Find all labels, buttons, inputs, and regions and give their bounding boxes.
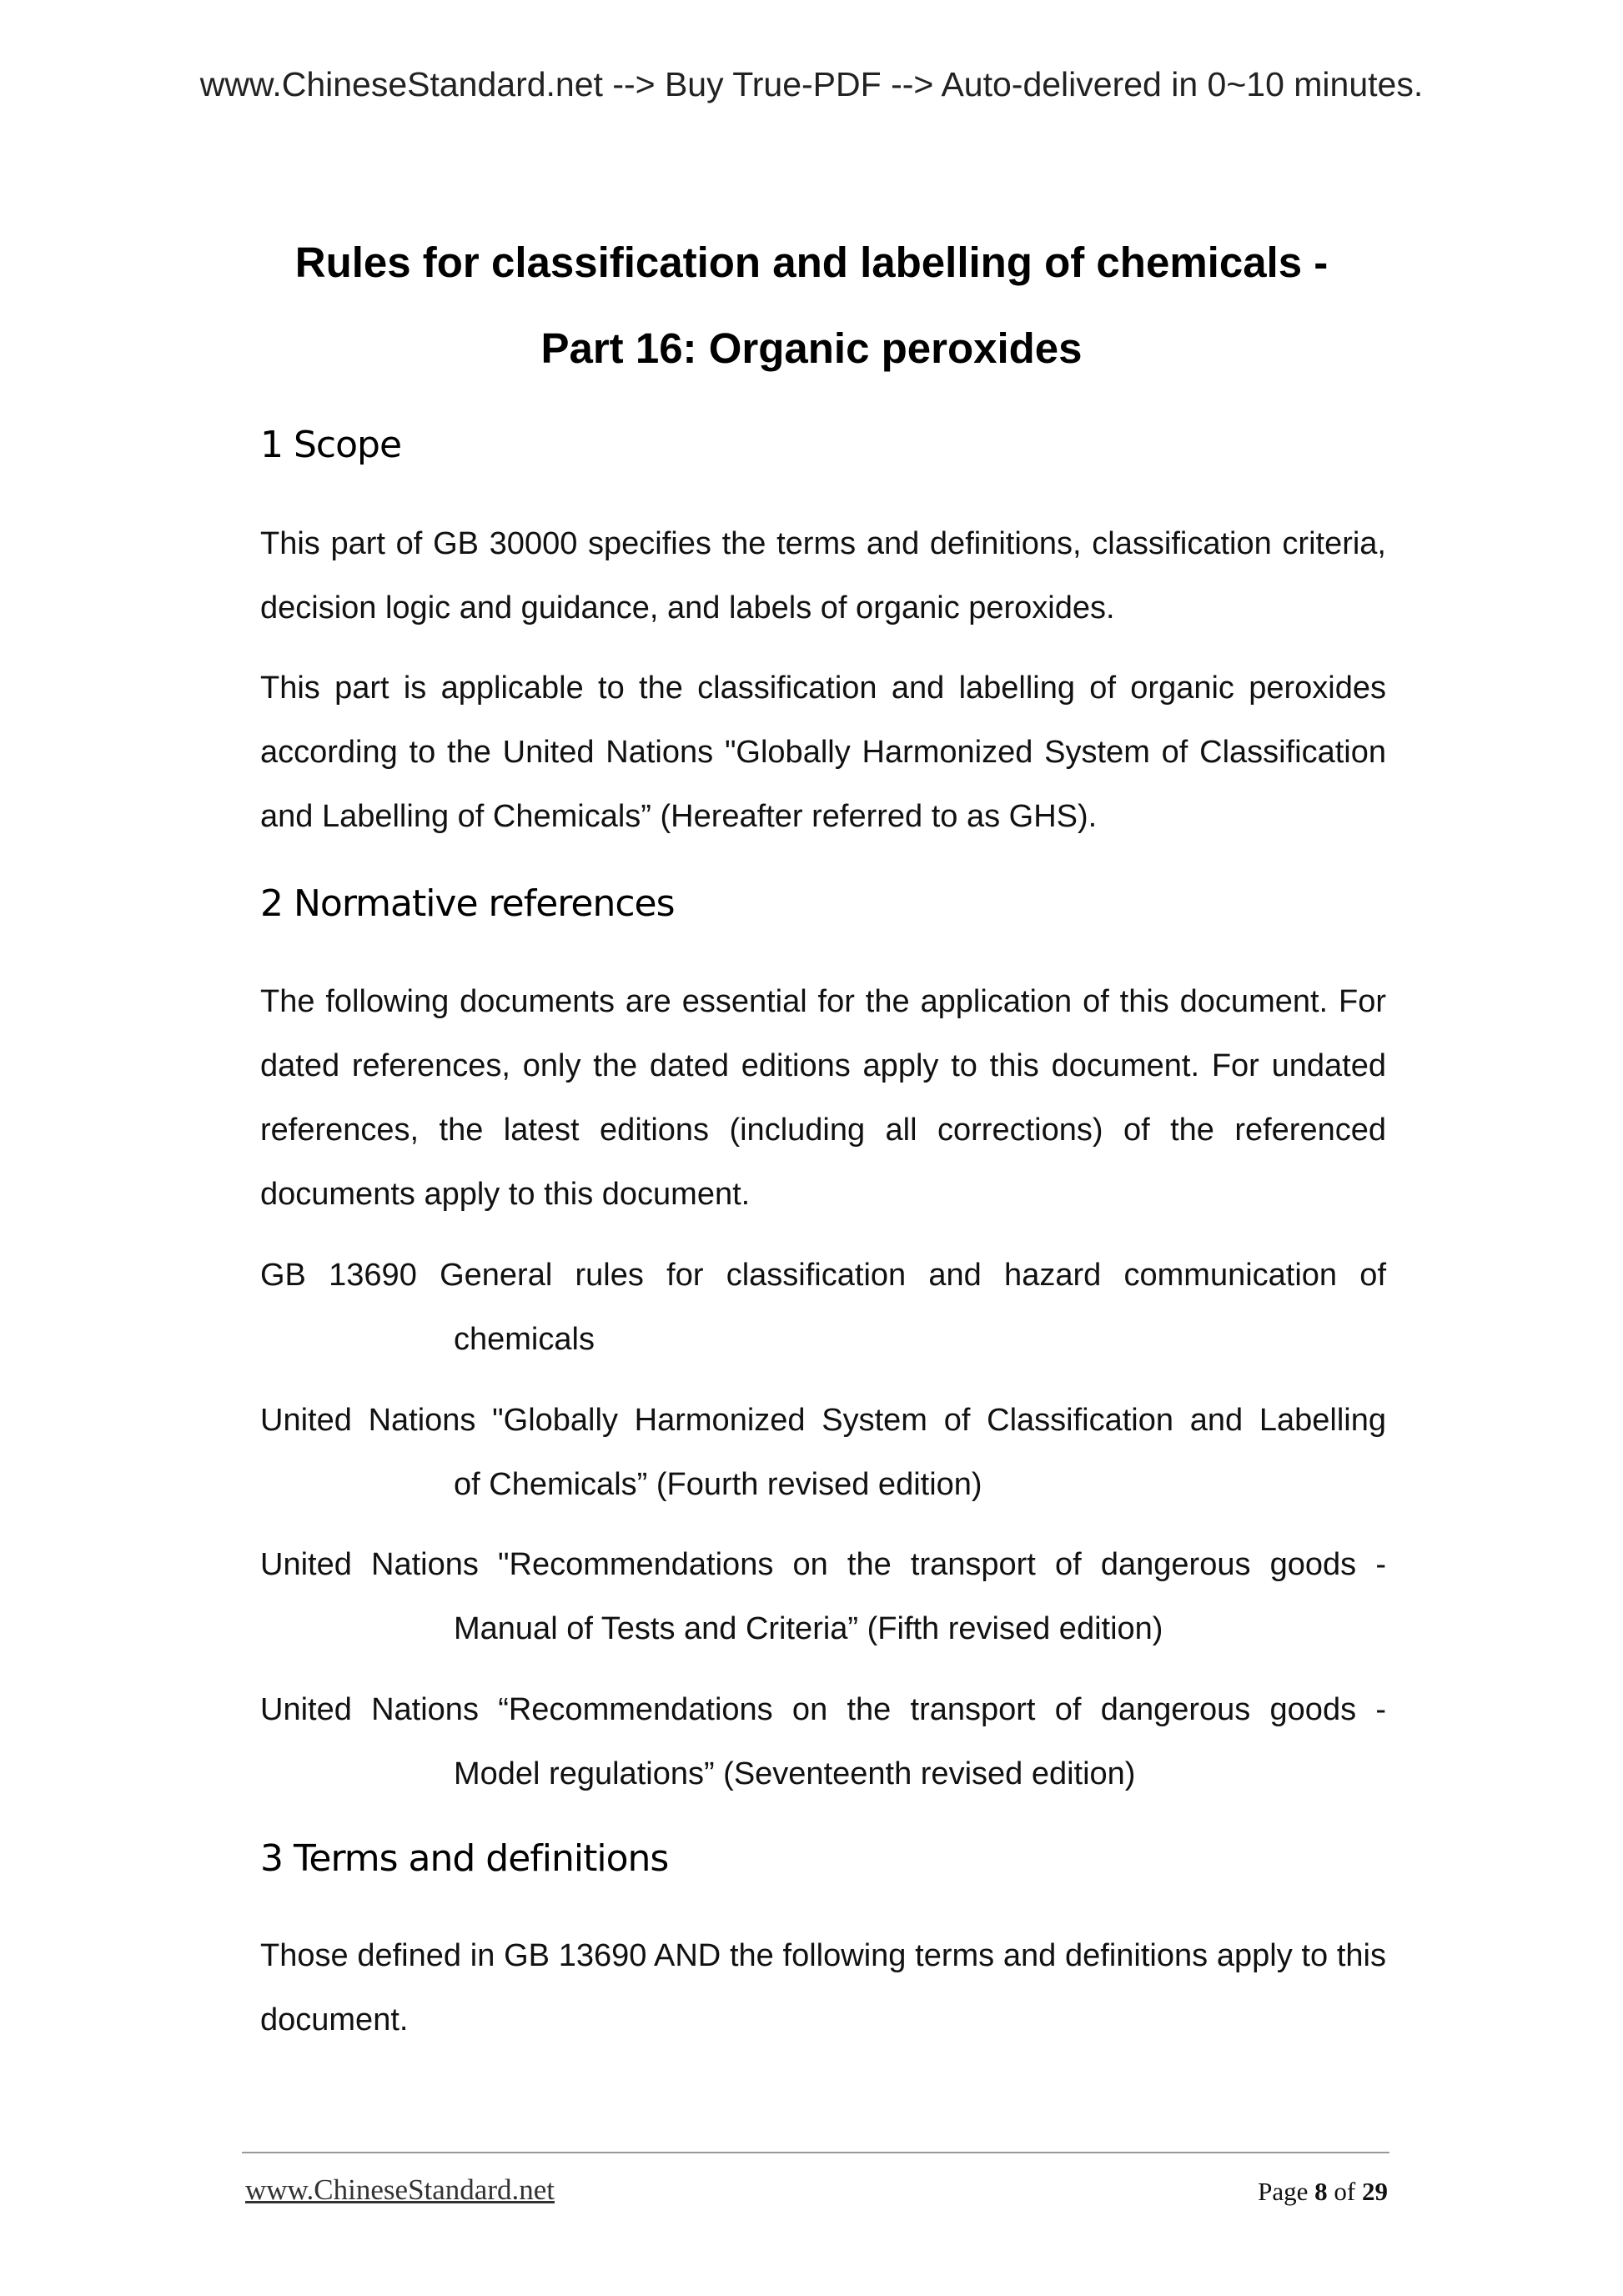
reference-un-manual-tests xyxy=(260,1533,1386,1661)
section-3-paragraph-1: Those defined in GB 13690 AND the following terms and definitions apply to this document. xyxy=(260,1938,1386,2037)
page-of: of xyxy=(1334,2177,1356,2206)
page-number xyxy=(1258,2177,1388,2207)
section-3-heading: 3 Terms and definitions xyxy=(260,1837,669,1880)
reference-continuation: of Chemicals” (Fourth revised edition) xyxy=(454,1467,982,1502)
section-1-paragraph-1: This part of GB 30000 specifies the terms and definitions, classification criteria, decision logic and guidance, and labels of organic peroxides. xyxy=(260,526,1386,625)
reference-continuation: Model regulations” (Seventeenth revised edition) xyxy=(454,1756,1136,1791)
reference-first-line: United Nations "Recommendations on the transport of dangerous goods - xyxy=(260,1547,1386,1582)
top-banner: www.ChineseStandard.net --> Buy True-PDF --> Auto-delivered in 0~10 minutes. xyxy=(199,65,1424,103)
reference-un-model-regulations xyxy=(260,1678,1386,1806)
reference-un-ghs xyxy=(260,1389,1386,1517)
footer-divider xyxy=(242,2152,1389,2153)
section-2-paragraph-1: The following documents are essential for the application of this document. For dated references, only the dated editions apply to this document. For undated references, the latest editions (including all corrections) of the referenced documents apply to this document. xyxy=(260,984,1386,1212)
page-total: 29 xyxy=(1362,2177,1388,2206)
reference-continuation: chemicals xyxy=(454,1322,595,1357)
page-label: Page xyxy=(1258,2177,1309,2206)
section-2-heading: 2 Normative references xyxy=(260,882,675,925)
section-1-paragraph-2: This part is applicable to the classification and labelling of organic peroxides according to the United Nations "Globally Harmonized System of Classification and Labelling of Chemicals” (Hereafter referred to as GHS). xyxy=(260,671,1386,834)
reference-gb-13690 xyxy=(260,1243,1386,1372)
reference-continuation: Manual of Tests and Criteria” (Fifth revised edition) xyxy=(454,1611,1163,1646)
reference-first-line: United Nations “Recommendations on the transport of dangerous goods - xyxy=(260,1692,1386,1727)
document-title-line-2: Part 16: Organic peroxides xyxy=(540,324,1083,372)
page-current: 8 xyxy=(1314,2177,1328,2206)
footer-website-link[interactable]: www.ChineseStandard.net xyxy=(245,2173,555,2206)
section-1-heading: 1 Scope xyxy=(260,424,402,466)
reference-first-line: GB 13690 General rules for classification and hazard communication of xyxy=(260,1258,1386,1293)
reference-first-line: United Nations "Globally Harmonized System of Classification and Labelling xyxy=(260,1403,1386,1438)
document-title-line-1: Rules for classification and labelling of chemicals - xyxy=(294,239,1329,286)
